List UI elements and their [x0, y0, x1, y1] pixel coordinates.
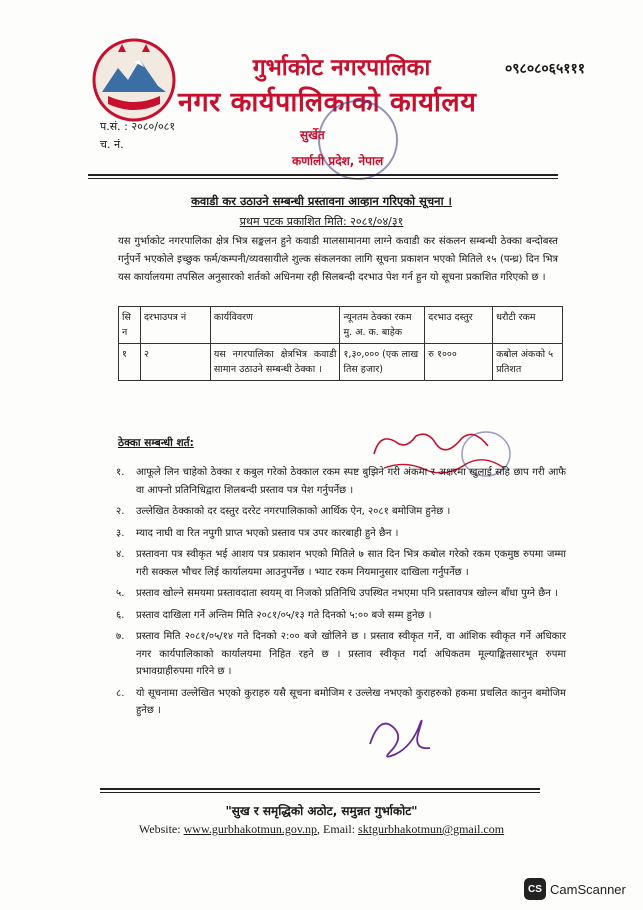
table-header-cell: सि न: [119, 307, 141, 344]
footer-divider: [100, 788, 540, 790]
reference-number: प.सं. : २०८०/०८१: [100, 120, 176, 133]
office-name: नगर कार्यपालिकाको कार्यालय: [178, 87, 477, 118]
term-text: उल्लेखित ठेक्काको दर दस्तुर दररेट नगरपालिकाको आर्थिक ऐन, २०८१ बमोजिम हुनेछ ।: [136, 506, 451, 517]
subtitle-district: सुर्खेत: [300, 128, 325, 142]
terms-heading: ठेक्का सम्बन्धी शर्त:: [118, 437, 194, 449]
table-cell: कबोल अंकको ५ प्रतिशत: [493, 344, 563, 381]
terms-list: [116, 464, 566, 724]
term-number: ४.: [116, 549, 125, 560]
email-link[interactable]: sktgurbhakotmun@gmail.com: [358, 822, 505, 836]
term-number: २.: [116, 506, 125, 517]
notice-title: कवाडी कर उठाउने सम्बन्धी प्रस्तावना आव्हान गरिएको सूचना ।: [191, 194, 452, 208]
term-text: प्रस्तावना पत्र स्वीकृत भई आशय पत्र प्रकाशन भएको मितिले ७ सात दिन भित्र कबोल गरेको रकम एकमुष्ठ रुपमा जम्मा गरी सक्कल भौचर लिई कार्यालयमा आउनुपर्नेछ । भ्याट रकम नियमानुसार दाखिला गर्नुपर्नेछ ।: [136, 549, 566, 578]
footer-divider-thin: [100, 792, 540, 793]
list-item: [116, 607, 566, 625]
table-header-cell: दरभाउ दस्तुर: [425, 307, 493, 344]
term-text: आफूले लिन चाहेको ठेक्का र कबुल गरेको ठेक्काल रकम स्पष्ट बुझिने गरी अंकमा र अक्षरमा खुलाई सहि छाप गरी आफै वा आफ्नो प्रतिनिधिद्वारा शिलबन्दी प्रस्ताव पत्र पेश गर्नुपर्नेछ ।: [136, 467, 566, 496]
term-number: ६.: [116, 609, 125, 621]
list-item: [116, 546, 566, 581]
list-item: [116, 685, 566, 720]
table-cell: २: [140, 344, 210, 381]
table-header-cell: न्यूनतम ठेक्का रकम मु. अ. क. बाहेक: [340, 307, 425, 344]
notice-intro: यस गुर्भाकोट नगरपालिका क्षेत्र भित्र सङ्कलन हुने कवाडी मालसामानमा लाग्ने कवाडी कर संकलन सम्बन्धी ठेक्का बन्दोबस्त गर्नुपर्ने भएकोले इच्छुक फर्म/कम्पनी/व्यवसायीले शुल्क संकलनका लागि सूचना प्रकाशन भएको मितिले १५ (पन्ध्र) दिन भित्र यस कार्यालयमा तपसिल अनुसारको शर्तको अधिनमा रही सिलबन्दी दरभाउ पेश गर्न हुन यो सूचना प्रकाशित गरिएको छ ।: [118, 236, 558, 283]
municipality-name: गुर्भाकोट नगरपालिका: [252, 55, 431, 81]
dispatch-number: च. नं.: [100, 138, 124, 151]
camscanner-watermark: [524, 878, 626, 900]
table-row: [119, 344, 563, 381]
camscanner-logo-icon: CS: [524, 878, 546, 900]
term-text: यो सूचनामा उल्लेखित भएको कुराहरु यसै सूचना बमोजिम र उल्लेख नभएको कुराहरुको हकमा प्रचलित कानुन बमोजिम हुनेछ ।: [136, 687, 566, 716]
website-link[interactable]: www.gurbhakotmun.gov.np: [183, 822, 318, 836]
term-number: ८.: [116, 687, 125, 699]
table-cell: १: [119, 344, 141, 381]
term-number: ३.: [116, 527, 125, 539]
header-divider-thin: [88, 178, 558, 179]
contact-line: [0, 822, 643, 837]
term-text: प्रस्ताव दाखिला गर्ने अन्तिम मिति २०८१/०५/१३ गते दिनको ५:०० बजे सम्म हुनेछ ।: [136, 609, 432, 621]
term-text: प्रस्ताव खोल्ने समयमा प्रस्तावदाता स्वयम् वा निजको प्रतिनिधि उपस्थित नभएमा पनि प्रस्तावपत्र खोल्न बाँधा पुग्ने छैन ।: [136, 588, 558, 599]
term-text: म्याद नाघी वा रित नपुगी प्राप्त भएको प्रस्ताव पत्र उपर कारबाही हुने छैन ।: [136, 527, 399, 539]
camscanner-label: CamScanner: [550, 881, 626, 897]
subtitle-province: कर्णाली प्रदेश, नेपाल: [292, 154, 384, 168]
slogan: "सुख र समृद्धिको अठोट, समुन्नत गुर्भाकोट": [225, 804, 418, 818]
table-header-cell: कार्यविवरण: [210, 307, 340, 344]
phone-number: ०९८०८०६५१११: [505, 61, 586, 77]
list-item: [116, 585, 566, 603]
list-item: [116, 503, 566, 521]
list-item: [116, 464, 566, 499]
publication-date: प्रथम पटक प्रकाशित मिति: २०८१/०४/३१: [239, 215, 404, 228]
email-label: , Email:: [317, 822, 359, 836]
term-number: १.: [116, 467, 125, 478]
header-divider: [88, 174, 558, 176]
term-number: ७.: [116, 631, 125, 642]
list-item: [116, 525, 566, 543]
bid-table: [118, 306, 563, 381]
table-header-row: [119, 307, 563, 344]
table-cell: रु १०००: [425, 344, 493, 381]
list-item: [116, 628, 566, 681]
term-number: ५.: [116, 588, 125, 599]
table-header-cell: दरभाउपत्र नं: [140, 307, 210, 344]
term-text: प्रस्ताव मिति २०८१/०५/१४ गते दिनको २:०० बजे खोलिने छ । प्रस्ताव स्वीकृत गर्ने, वा आंशिक स्वीकृत गर्ने अधिकार नगर कार्यपालिकाको कार्यालयमा निहित रहने छ । प्रस्ताव स्वीकृत गर्दा अधिकतम मूल्याङ्कितसारभूत रुपमा प्रभावग्राहीरुपमा गरिने छ ।: [136, 631, 566, 677]
table-cell: १,३०,००० (एक लाख तिस हजार): [340, 344, 425, 381]
table-cell: यस नगरपालिका क्षेत्रभित्र कवाडी सामान उठाउने सम्बन्धी ठेक्का ।: [210, 344, 340, 381]
website-label: Website:: [138, 822, 184, 836]
signature-icon: [360, 704, 440, 764]
table-header-cell: धरौटी रकम: [493, 307, 563, 344]
